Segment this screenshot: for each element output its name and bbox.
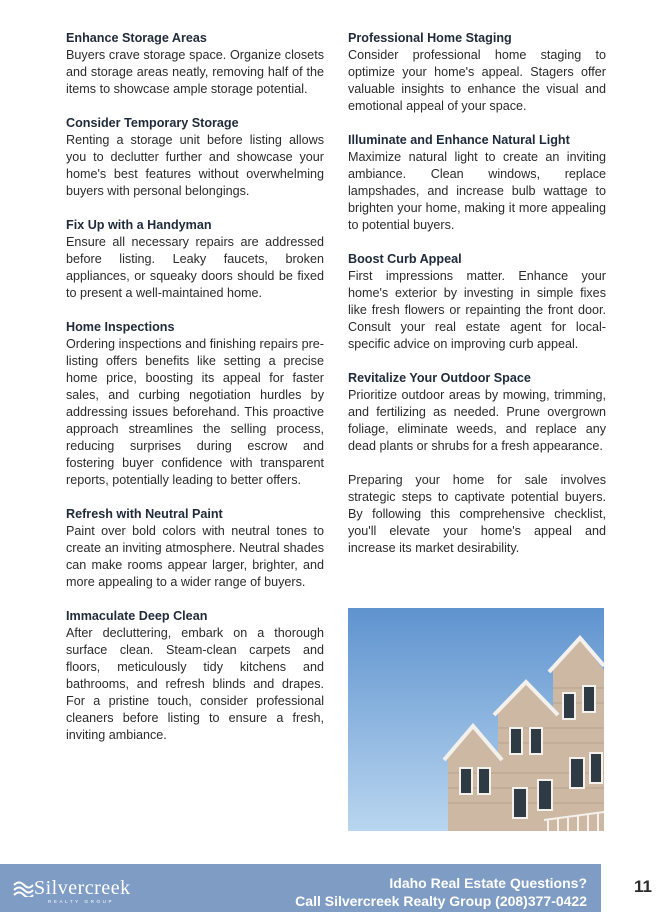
section-heading: Consider Temporary Storage: [66, 116, 239, 130]
section-heading: Refresh with Neutral Paint: [66, 507, 223, 521]
section-body: Prioritize outdoor areas by mowing, trimming, and fertilizing as needed. Prune overgrown foliage, eliminate weeds, and replace any dead plants or shrubs for a fresh appearance.: [348, 388, 606, 453]
footer-bar: [0, 864, 601, 912]
section-body: Renting a storage unit before listing allows you to declutter further and showcase your home's best features without overwhelming buyers with personal belongings.: [66, 133, 324, 198]
section-natural-light: [348, 132, 606, 234]
section-heading: Professional Home Staging: [348, 31, 512, 45]
section-body: Maximize natural light to create an inviting ambiance. Clean windows, replace lampshades, and increase bulb wattage to brighten your home, making it more appealing to potential buyers.: [348, 150, 606, 232]
cta-line-1: Idaho Real Estate Questions?: [389, 875, 587, 891]
section-body: After decluttering, embark on a thorough surface clean. Steam-clean carpets and floors, meticulously tidy kitchens and bathrooms, and refresh blinds and drapes. For a pristine touch, consider professional cleaners before listing to ensure a fresh, inviting ambiance.: [66, 626, 324, 742]
section-heading: Enhance Storage Areas: [66, 31, 207, 45]
section-heading: Immaculate Deep Clean: [66, 609, 208, 623]
section-body: Ordering inspections and finishing repairs pre-listing offers benefits like setting a precise home price, boosting its appeal for faster sales, and curbing negotiation hurdles by addressing issues beforehand. This proactive approach streamlines the selling process, reducing surprises during escrow and fostering buyer confidence with transparent reports, potentially leading to better offers.: [66, 337, 324, 487]
section-heading: Home Inspections: [66, 320, 175, 334]
section-deep-clean: [66, 608, 324, 744]
section-heading: Illuminate and Enhance Natural Light: [348, 133, 570, 147]
section-handyman: [66, 217, 324, 302]
section-home-inspections: [66, 319, 324, 489]
house-photo: [348, 608, 604, 831]
brand-logo: [12, 877, 131, 904]
section-neutral-paint: [66, 506, 324, 591]
section-heading: Revitalize Your Outdoor Space: [348, 371, 531, 385]
logo-wordmark: Silvercreek: [34, 877, 131, 899]
logo-tagline: REALTY GROUP: [48, 899, 115, 904]
section-heading: Fix Up with a Handyman: [66, 218, 212, 232]
section-home-staging: [348, 30, 606, 115]
section-body: Ensure all necessary repairs are addressed before listing. Leaky faucets, broken appliances, or squeaky doors should be fixed to present a well-maintained home.: [66, 235, 324, 300]
section-heading: Boost Curb Appeal: [348, 252, 462, 266]
cta-line-2: Call Silvercreek Realty Group (208)377-0422: [295, 893, 587, 909]
wave-logo-icon: [12, 879, 34, 897]
section-outdoor-space: [348, 370, 606, 455]
section-enhance-storage: [66, 30, 324, 98]
section-curb-appeal: [348, 251, 606, 353]
left-column: [66, 30, 324, 761]
section-temporary-storage: [66, 115, 324, 200]
contact-callout: [295, 874, 587, 910]
page-number: 11: [634, 877, 652, 896]
closing-paragraph: Preparing your home for sale involves strategic steps to captivate potential buyers. By following this comprehensive checklist, you'll elevate your home's appeal and increase its market desirability.: [348, 473, 606, 555]
section-body: Consider professional home staging to optimize your home's appeal. Stagers offer valuable insights to enhance the visual and emotional appeal of your space.: [348, 48, 606, 113]
section-body: First impressions matter. Enhance your home's exterior by investing in simple fixes like fresh flowers or repainting the front door. Consult your real estate agent for local-specific advice on improving curb appeal.: [348, 269, 606, 351]
section-body: Paint over bold colors with neutral tones to create an inviting atmosphere. Neutral shades can make rooms appear larger, brighter, and more appealing to a wider range of buyers.: [66, 524, 324, 589]
section-body: Buyers crave storage space. Organize closets and storage areas neatly, removing half of the items to showcase ample storage potential.: [66, 48, 324, 96]
right-column: [348, 30, 606, 557]
